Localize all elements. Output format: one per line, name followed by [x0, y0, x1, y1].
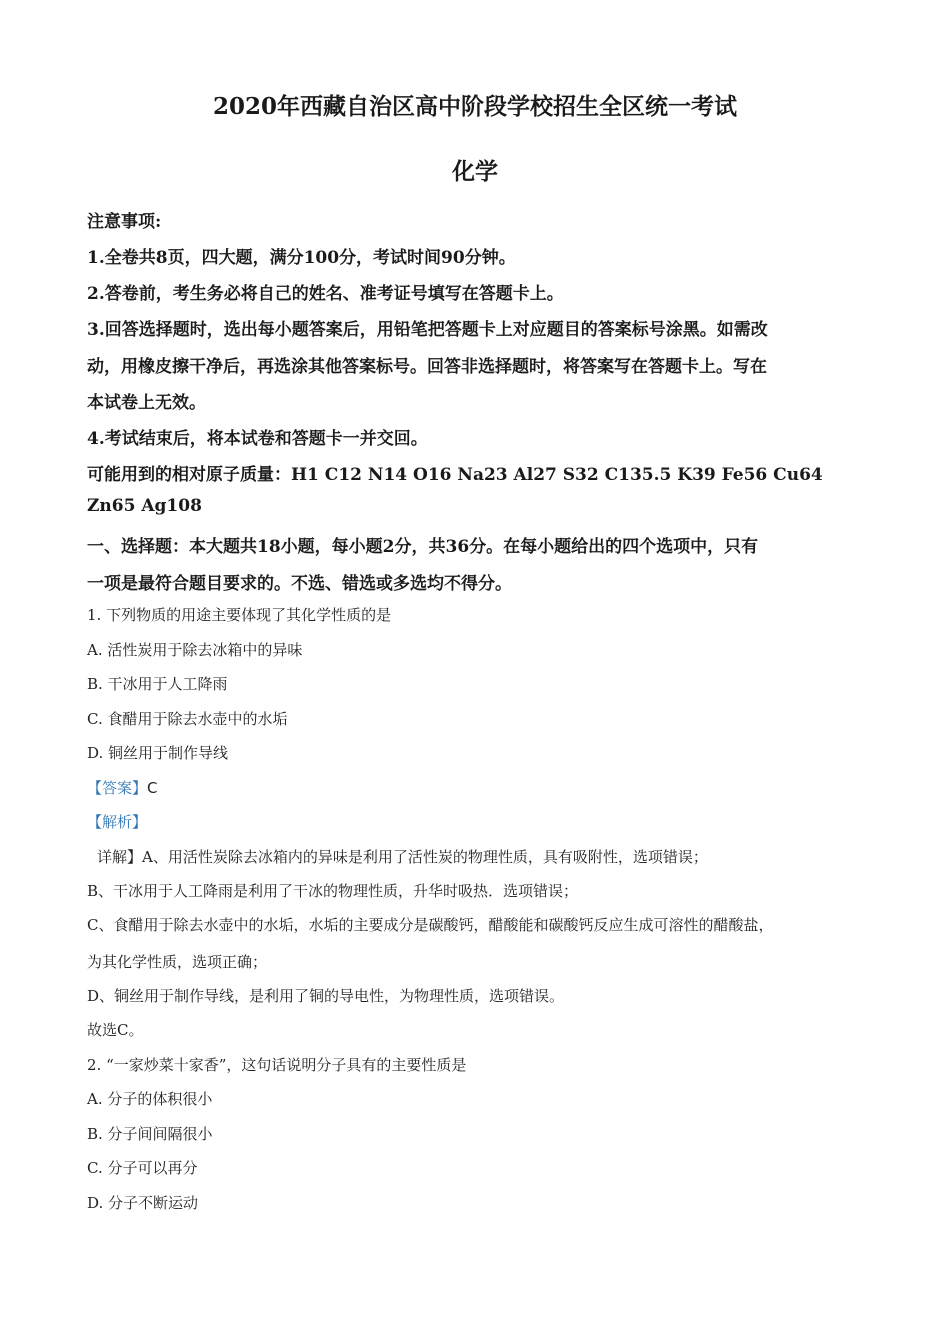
answer-line [87, 777, 158, 798]
option-c: C. 食醋用于除去水壶中的水垢 [87, 710, 288, 728]
atomic-masses: Zn65 Ag108 [87, 496, 202, 516]
option-c: C. 分子可以再分 [87, 1159, 198, 1177]
answer-value: C [147, 779, 158, 797]
notice-item: 2.答卷前，考生务必将自己的姓名、准考证号填写在答题卡上。 [87, 284, 564, 304]
notice-item: 4.考试结束后，将本试卷和答题卡一并交回。 [87, 429, 428, 449]
notice-item: 3.回答选择题时，选出每小题答案后，用铅笔把答题卡上对应题目的答案标号涂黑。如需改 [87, 320, 768, 340]
analysis-line: 故选C。 [87, 1021, 144, 1039]
notice-item: 本试卷上无效。 [87, 393, 206, 413]
exam-title: 2020年西藏自治区高中阶段学校招生全区统一考试 [212, 93, 737, 120]
option-d: D. 铜丝用于制作导线 [87, 744, 229, 762]
question-stem: 2. “一家炒菜十家香”，这句话说明分子具有的主要性质是 [87, 1056, 467, 1074]
analysis-line: C、食醋用于除去水壶中的水垢，水垢的主要成分是碳酸钙，醋酸能和碳酸钙反应生成可溶性的醋酸盐， [87, 916, 774, 934]
notice-item: 1.全卷共8页，四大题，满分100分，考试时间90分钟。 [87, 248, 516, 268]
option-d: D. 分子不断运动 [87, 1194, 199, 1212]
option-b: B. 干冰用于人工降雨 [87, 675, 228, 693]
analysis-line: B、干冰用于人工降雨是利用了干冰的物理性质，升华时吸热．选项错误； [87, 882, 579, 900]
notice-heading: 注意事项: [87, 212, 162, 232]
notice-item: 动，用橡皮擦干净后，再选涂其他答案标号。回答非选择题时，将答案写在答题卡上。写在 [87, 357, 767, 377]
question-stem: 1. 下列物质的用途主要体现了其化学性质的是 [87, 606, 392, 624]
option-b: B. 分子间间隔很小 [87, 1125, 213, 1143]
analysis-line: 为其化学性质，选项正确； [87, 953, 268, 971]
option-a: A. 分子的体积很小 [87, 1090, 213, 1108]
section-heading: 一、选择题：本大题共18小题，每小题2分，共36分。在每小题给出的四个选项中，只有 [87, 537, 759, 557]
subject-title: 化学 [452, 158, 498, 185]
answer-tag: 【答案】 [87, 779, 148, 797]
section-heading: 一项是最符合题目要求的。不选、错选或多选均不得分。 [87, 574, 512, 594]
analysis-line: D、铜丝用于制作导线，是利用了铜的导电性，为物理性质，选项错误。 [87, 987, 565, 1005]
option-a: A. 活性炭用于除去冰箱中的异味 [87, 641, 303, 659]
atomic-masses: 可能用到的相对原子质量：H1 C12 N14 O16 Na23 Al27 S32 C135.5 K39 Fe56 Cu64 [87, 465, 823, 485]
analysis-tag: 【解析】 [87, 813, 148, 831]
analysis-line: 详解】A、用活性炭除去冰箱内的异味是利用了活性炭的物理性质，具有吸附性，选项错误； [97, 848, 708, 866]
